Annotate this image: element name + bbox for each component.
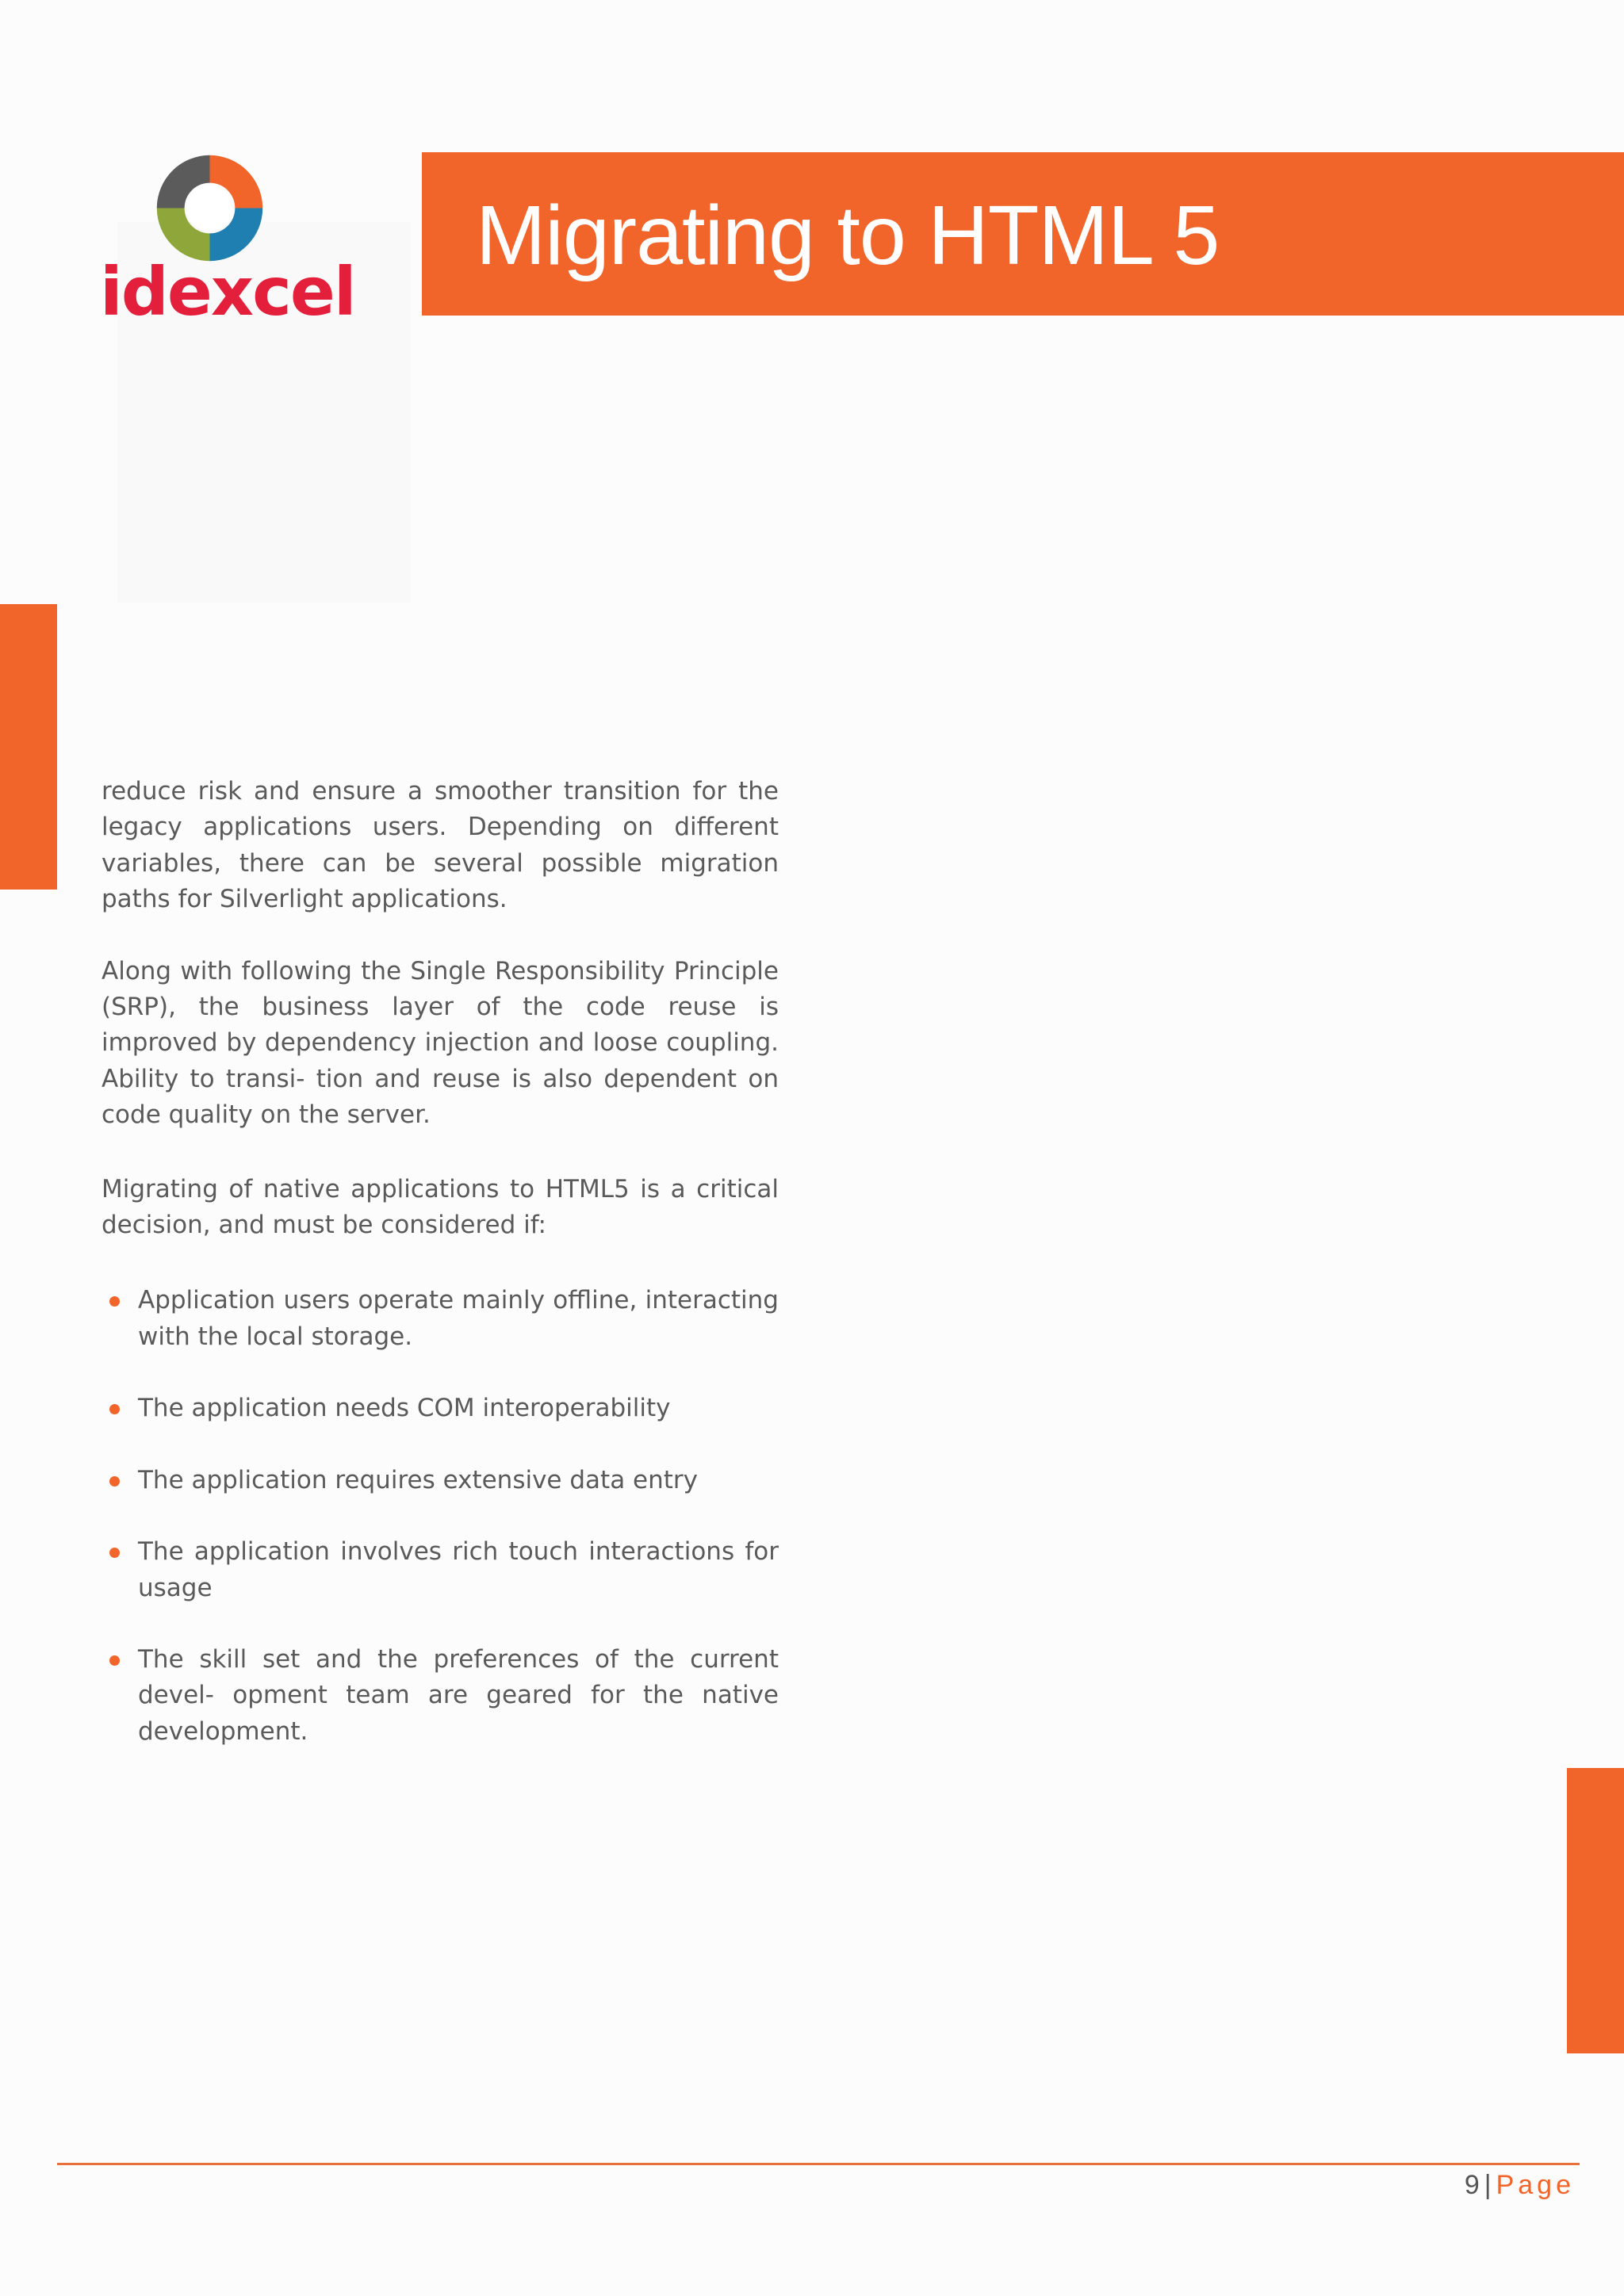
list-item-text: The application needs COM interoperability — [138, 1394, 671, 1423]
list-item — [102, 1463, 779, 1498]
bullet-dot-icon — [109, 1476, 120, 1487]
bullet-dot-icon — [109, 1548, 120, 1558]
page-number: 9 — [1464, 2170, 1480, 2200]
title-banner — [422, 152, 1624, 316]
list-item-text: The skill set and the preferences of the current devel- opment team are geared for the native development. — [138, 1644, 779, 1746]
footer-divider — [57, 2163, 1580, 2165]
bullet-dot-icon — [109, 1404, 120, 1414]
page-label: Page — [1496, 2170, 1575, 2200]
bullet-dot-icon — [109, 1655, 120, 1666]
paragraph: Along with following the Single Responsibility Principle (SRP), the business layer of the code reuse is improved by dependency injection and loose coupling. Ability to transi- tion and reuse is also dependent on code quality on the server. — [102, 956, 779, 1130]
list-item — [102, 1283, 779, 1355]
bullet-dot-icon — [109, 1296, 120, 1307]
paragraph: reduce risk and ensure a smoother transition for the legacy applications users. Depending on different variables, there can be several possible migration paths for Silverlight applications. — [102, 777, 779, 914]
page-footer — [1465, 2168, 1575, 2202]
page-title: Migrating to HTML 5 — [476, 189, 1220, 282]
page-separator: | — [1484, 2170, 1492, 2200]
paragraph: Migrating of native applications to HTML5 is a critical decision, and must be considered if: — [102, 1174, 779, 1240]
brand-logo-text: idexcel — [100, 253, 355, 331]
body-content — [102, 774, 779, 1785]
list-item — [102, 1391, 779, 1426]
right-accent-bar — [1567, 1768, 1624, 2053]
ring-logo-icon — [152, 151, 267, 266]
bullet-list — [102, 1283, 779, 1750]
list-item-text: The application requires extensive data entry — [138, 1465, 699, 1494]
list-item — [102, 1642, 779, 1750]
left-accent-bar — [0, 604, 57, 890]
list-item-text: Application users operate mainly offline, interacting with the local storage. — [138, 1286, 779, 1351]
list-item-text: The application involves rich touch interactions for usage — [138, 1537, 779, 1602]
list-item — [102, 1534, 779, 1606]
